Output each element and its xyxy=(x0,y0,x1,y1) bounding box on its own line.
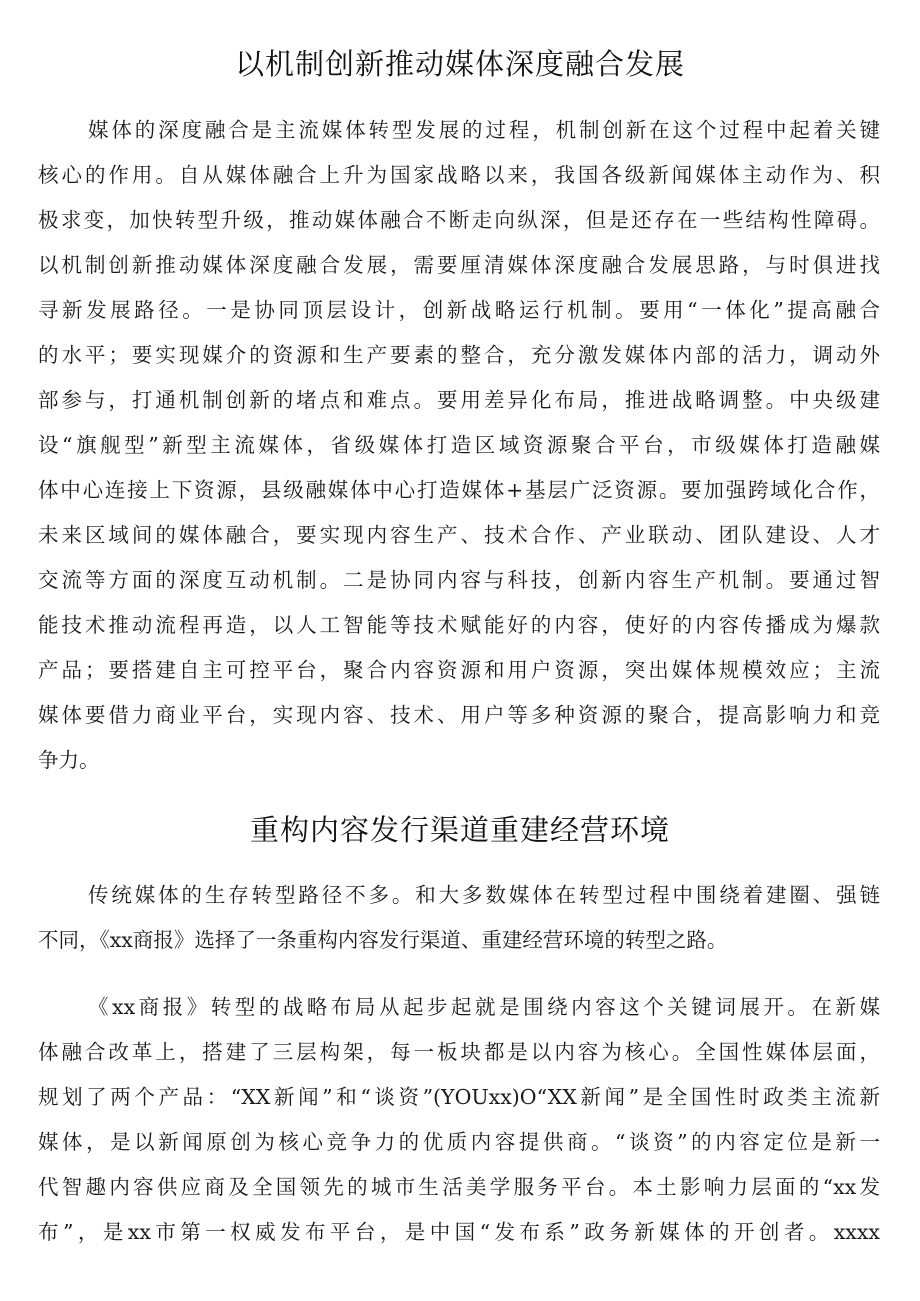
paragraph-line: 不同，《xx商报》选择了一条重构内容发行渠道、重建经营环境的转型之路。 xyxy=(38,928,728,952)
paragraph-line: 的水平；要实现媒介的资源和生产要素的整合，充分激发媒体内部的活力，调动外 xyxy=(38,343,880,367)
paragraph-line: 传统媒体的生存转型路径不多。和大多数媒体在转型过程中围绕着建圈、强链 xyxy=(88,883,880,907)
paragraph-line: 体融合改革上，搭建了三层构架，每一板块都是以内容为核心。全国性媒体层面， xyxy=(38,1040,880,1064)
paragraph-line: 交流等方面的深度互动机制。二是协同内容与科技，创新内容生产机制。要通过智 xyxy=(38,568,880,592)
paragraph-line: 以机制创新推动媒体深度融合发展，需要厘清媒体深度融合发展思路，与时俱进找 xyxy=(38,253,880,277)
section-title-mechanism-innovation: 以机制创新推动媒体深度融合发展 xyxy=(234,47,685,81)
paragraph-line: 规划了两个产品：“XX新闻”和“谈资”(YOUxx)O“XX新闻”是全国性时政类主流新 xyxy=(38,1085,880,1109)
paragraph-line: 体中心连接上下资源，县级融媒体中心打造媒体+基层广泛资源。要加强跨域化合作， xyxy=(38,478,880,502)
paragraph-line: 寻新发展路径。一是协同顶层设计，创新战略运行机制。要用“一体化”提高融合 xyxy=(38,298,880,322)
body-paragraph-mechanism-innovation xyxy=(38,108,880,783)
paragraph-line: 《xx商报》转型的战略布局从起步起就是围绕内容这个关键词展开。在新媒 xyxy=(88,995,880,1019)
paragraph-line: 极求变，加快转型升级，推动媒体融合不断走向纵深，但是还存在一些结构性障碍。 xyxy=(38,208,880,232)
paragraph-line: 布”，是xx市第一权威发布平台，是中国“发布系”政务新媒体的开创者。xxxx xyxy=(38,1220,880,1244)
paragraph-line: 产品；要搭建自主可控平台，聚合内容资源和用户资源，突出媒体规模效应；主流 xyxy=(38,658,880,682)
paragraph-line: 部参与，打通机制创新的堵点和难点。要用差异化布局，推进战略调整。中央级建 xyxy=(38,388,880,412)
paragraph-line: 能技术推动流程再造，以人工智能等技术赋能好的内容，使好的内容传播成为爆款 xyxy=(38,613,880,637)
body-paragraph-strategic-layout xyxy=(38,985,880,1255)
paragraph-line: 媒体的深度融合是主流媒体转型发展的过程，机制创新在这个过程中起着关键 xyxy=(88,118,880,142)
body-paragraph-transformation-path xyxy=(38,873,880,963)
paragraph-line: 核心的作用。自从媒体融合上升为国家战略以来，我国各级新闻媒体主动作为、积 xyxy=(38,163,880,187)
paragraph-line: 代智趣内容供应商及全国领先的城市生活美学服务平台。本土影响力层面的“xx发 xyxy=(38,1175,880,1199)
paragraph-line: 媒体，是以新闻原创为核心竞争力的优质内容提供商。“谈资”的内容定位是新一 xyxy=(38,1130,880,1154)
paragraph-line: 争力。 xyxy=(38,748,100,772)
paragraph-line: 媒体要借力商业平台，实现内容、技术、用户等多种资源的聚合，提高影响力和竞 xyxy=(38,703,880,727)
paragraph-line: 设“旗舰型”新型主流媒体，省级媒体打造区域资源聚合平台，市级媒体打造融媒 xyxy=(38,433,880,457)
paragraph-line: 未来区域间的媒体融合，要实现内容生产、技术合作、产业联动、团队建设、人才 xyxy=(38,523,880,547)
section-title-restructure-channels: 重构内容发行渠道重建经营环境 xyxy=(249,813,670,847)
